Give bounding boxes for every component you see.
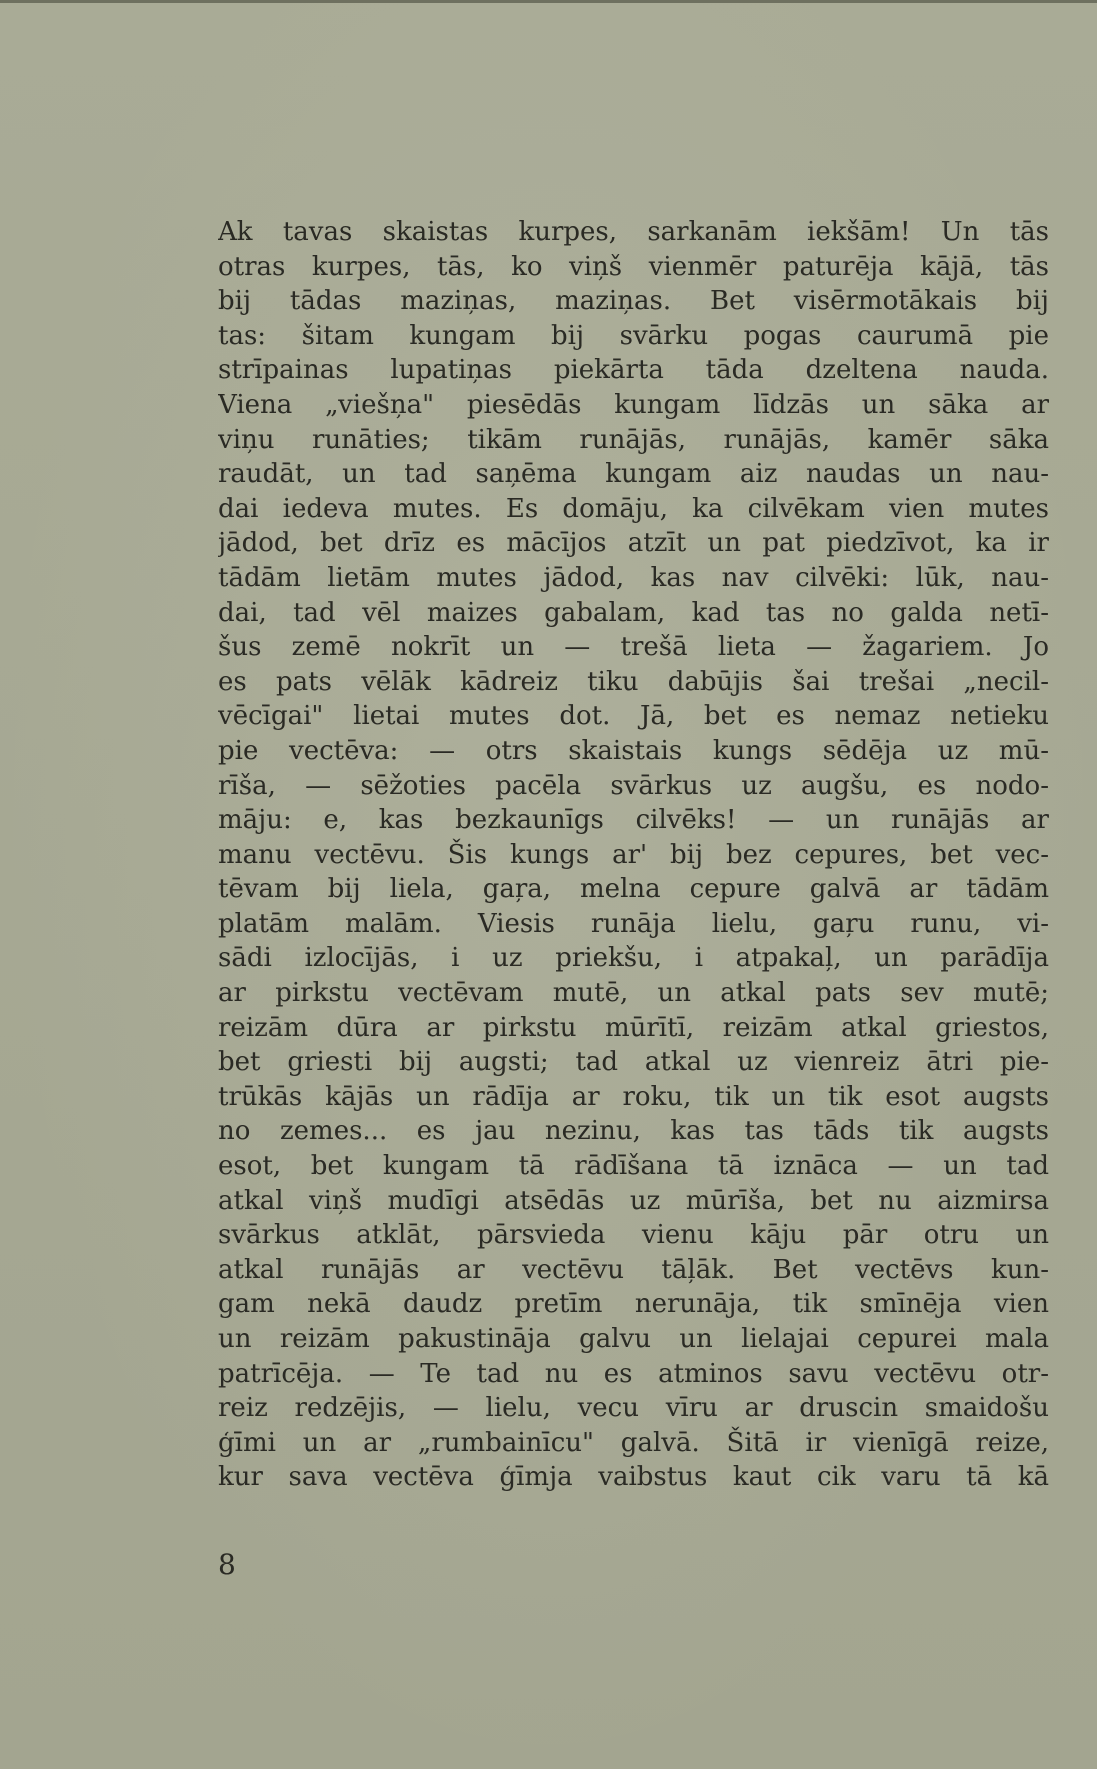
text-line: manu vectēvu. Šis kungs ar' bij bez cepures, bet vec- xyxy=(218,839,1049,870)
text-line: otras kurpes, tās, ko viņš vienmēr paturēja kājā, tās xyxy=(218,251,1049,282)
text-line: vēcīgai" lietai mutes dot. Jā, bet es nemaz netieku xyxy=(218,701,1049,732)
body-text xyxy=(218,215,1049,1495)
text-line: viņu runāties; tikām runājās, runājās, kamēr sāka xyxy=(218,424,1049,455)
text-line: reiz redzējis, — lielu, vecu vīru ar druscin smaidošu xyxy=(218,1393,1049,1424)
page-top-edge xyxy=(0,0,1097,3)
text-line: rīša, — sēžoties pacēla svārkus uz augšu, es nodo- xyxy=(218,770,1049,801)
text-line: es pats vēlāk kādreiz tiku dabūjis šai trešai „necil- xyxy=(218,666,1049,697)
text-line: svārkus atklāt, pārsvieda vienu kāju pār otru un xyxy=(218,1220,1049,1251)
text-line: jādod, bet drīz es mācījos atzīt un pat piedzīvot, ka ir xyxy=(218,528,1049,559)
page-number: 8 xyxy=(218,1548,236,1581)
text-line: patrīcēja. — Te tad nu es atminos savu vectēvu otr- xyxy=(218,1358,1049,1389)
text-line: ar pirkstu vectēvam mutē, un atkal pats sev mutē; xyxy=(218,978,1049,1009)
text-line: bet griesti bij augsti; tad atkal uz vienreiz ātri pie- xyxy=(218,1047,1049,1078)
text-line: atkal runājās ar vectēvu tāļāk. Bet vectēvs kun- xyxy=(218,1254,1049,1285)
text-line: raudāt, un tad saņēma kungam aiz naudas un nau- xyxy=(218,459,1049,490)
text-line: platām malām. Viesis runāja lielu, gaŗu runu, vi- xyxy=(218,908,1049,939)
text-line: Viena „viešņa" piesēdās kungam līdzās un sāka ar xyxy=(218,389,1049,420)
text-line: atkal viņš mudīgi atsēdās uz mūrīša, bet nu aizmirsa xyxy=(218,1185,1049,1216)
text-line: dai iedeva mutes. Es domāju, ka cilvēkam vien mutes xyxy=(218,493,1049,524)
text-line: trūkās kājās un rādīja ar roku, tik un tik esot augsts xyxy=(218,1081,1049,1112)
text-line: šus zemē nokrīt un — trešā lieta — žagariem. Jo xyxy=(218,632,1049,663)
text-line: reizām dūra ar pirkstu mūrītī, reizām atkal griestos, xyxy=(218,1012,1049,1043)
text-line: tas: šitam kungam bij svārku pogas caurumā pie xyxy=(218,320,1049,351)
text-line: no zemes... es jau nezinu, kas tas tāds tik augsts xyxy=(218,1116,1049,1147)
text-line: gam nekā daudz pretīm nerunāja, tik smīnēja vien xyxy=(218,1289,1049,1320)
text-line: strīpainas lupatiņas piekārta tāda dzeltena nauda. xyxy=(218,355,1049,386)
text-line: dai, tad vēl maizes gabalam, kad tas no galda netī- xyxy=(218,597,1049,628)
text-line: ģīmi un ar „rumbainīcu" galvā. Šitā ir vienīgā reize, xyxy=(218,1427,1049,1458)
text-line: sādi izlocījās, i uz priekšu, i atpakaļ, un parādīja xyxy=(218,943,1049,974)
text-line: tādām lietām mutes jādod, kas nav cilvēki: lūk, nau- xyxy=(218,562,1049,593)
text-line: un reizām pakustināja galvu un lielajai cepurei mala xyxy=(218,1324,1049,1354)
text-line: kur sava vectēva ģīmja vaibstus kaut cik varu tā kā xyxy=(218,1462,1049,1493)
text-line: bij tādas maziņas, maziņas. Bet visērmotākais bij xyxy=(218,286,1049,317)
text-line: pie vectēva: — otrs skaistais kungs sēdēja uz mū- xyxy=(218,735,1049,766)
text-line: tēvam bij liela, gaŗa, melna cepure galvā ar tādām xyxy=(218,874,1049,905)
text-line: Ak tavas skaistas kurpes, sarkanām iekšām! Un tās xyxy=(218,217,1049,247)
text-line: māju: e, kas bezkaunīgs cilvēks! — un runājās ar xyxy=(218,805,1049,836)
text-line: esot, bet kungam tā rādīšana tā iznāca — un tad xyxy=(218,1151,1049,1182)
